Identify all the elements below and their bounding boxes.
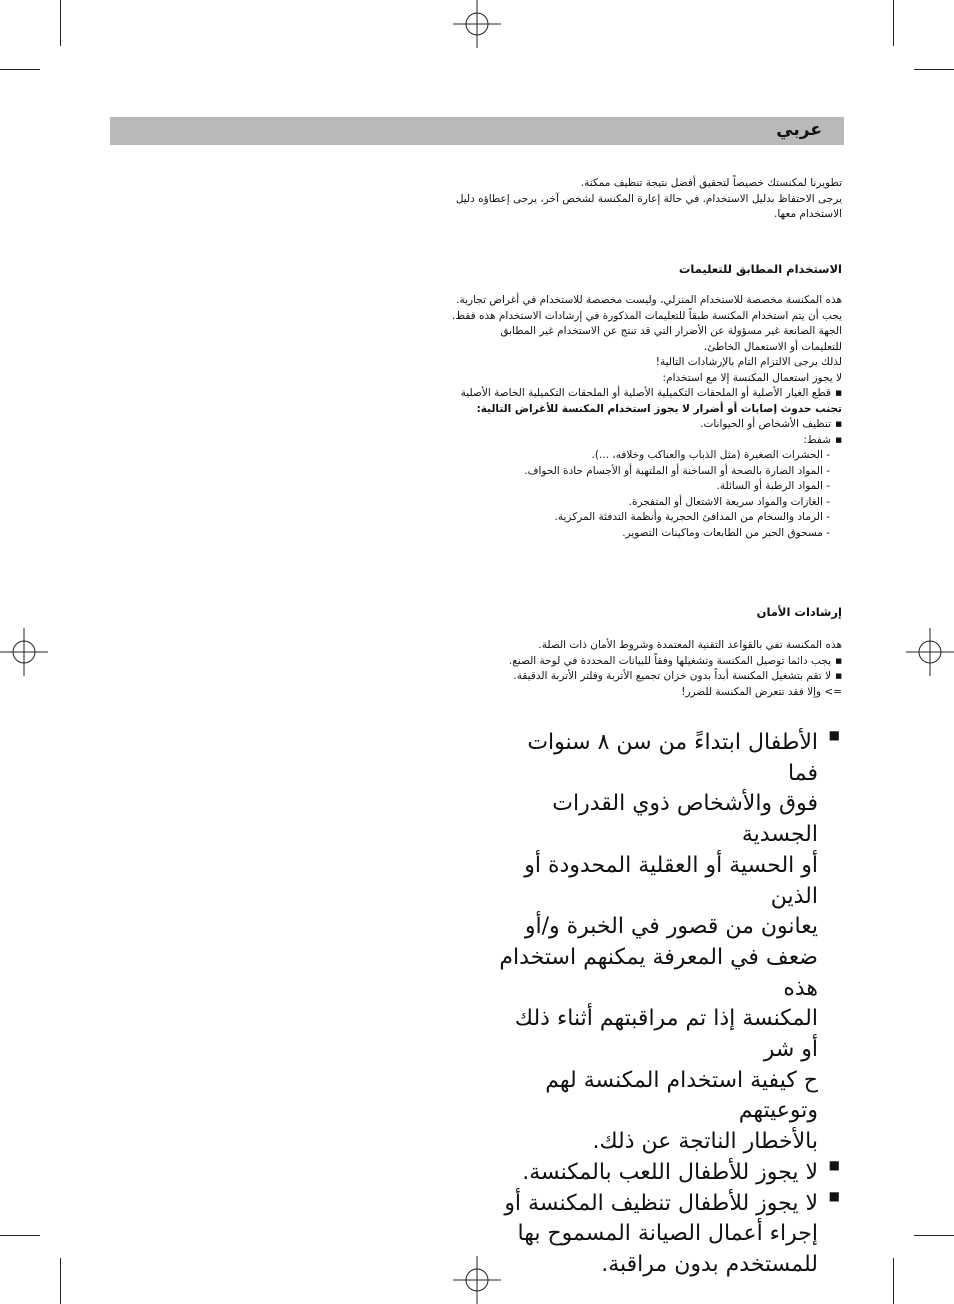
crop-mark: [60, 0, 61, 46]
large-line: فوق والأشخاص ذوي القدرات الجسدية: [552, 791, 818, 848]
body-line: للتعليمات أو الاستعمال الخاطئ.: [703, 340, 842, 353]
large-line: ■ لا يجوز للأطفال تنظيف المكنسة أو: [504, 1190, 818, 1216]
registration-mark-icon: [453, 0, 501, 48]
large-line: يعانون من قصور في الخبرة و/أو: [524, 914, 818, 940]
body-line: لا يجوز استعمال المكنسة إلا مع استخدام:: [662, 371, 842, 384]
bullet-item: ■ تنظيف الأشخاص أو الحيوانات.: [438, 417, 842, 433]
crop-mark: [914, 69, 954, 70]
dash-item: - الغازات والمواد سريعة الاشتعال أو المتفجرة.: [628, 495, 830, 508]
body-line: هذه المكنسة تفي بالقواعد التقنية المعتمدة وشروط الأمان ذات الصلة.: [538, 639, 842, 651]
intro-line: الاستخدام معها.: [774, 208, 842, 220]
children-warning-block: [495, 728, 840, 1281]
intro-line: يرجى الاحتفاظ بدليل الاستخدام. في حالة إعارة المكنسة لشخص آخر، يرجى إعطاؤه دليل: [455, 192, 842, 205]
language-title: عربي: [776, 120, 822, 140]
bullet-item: ■ شفط:: [438, 433, 842, 449]
large-line: ■ الأطفال ابتداءً من سن ٨ سنوات فما: [527, 730, 818, 786]
large-bullet-item: [495, 1158, 840, 1189]
section-heading: إرشادات الأمان: [756, 605, 842, 619]
intro-line: تطويرنا لمكنستك خصيصاً لتحقيق أفضل نتيجة تنظيف ممكنة.: [580, 177, 842, 189]
body-line: هذه المكنسة مخصصة للاستخدام المنزلي، وليست مخصصة للاستخدام في أغراض تجارية.: [456, 294, 842, 306]
crop-mark: [0, 1235, 40, 1236]
crop-mark: [893, 1258, 894, 1304]
dash-item: - الرماد والسخام من المدافئ الحجرية وأنظمة التدفئة المركزية.: [554, 511, 830, 523]
intro-paragraph: [438, 176, 842, 223]
large-line: المكنسة إذا تم مراقبتهم أثناء ذلك أو شر: [514, 1006, 818, 1063]
body-line: => وإلا فقد تتعرض المكنسة للضرر!: [681, 685, 842, 698]
section-heading: الاستخدام المطابق للتعليمات: [678, 262, 842, 276]
bullet-item: ■ يجب دائما توصيل المكنسة وتشغيلها وفقاً للبيانات المحددة في لوحة الصنع.: [438, 654, 842, 670]
dash-item: - الحشرات الصغيرة (مثل الذباب والعناكب وخلافه، ...).: [591, 449, 830, 461]
language-header-bar: [110, 117, 844, 145]
warning-line: تجنب حدوث إصابات أو أضرار لا يجوز استخدام المكنسة للأغراض التالية:: [476, 402, 842, 415]
large-line: بالأخطار الناتجة عن ذلك.: [592, 1129, 818, 1155]
crop-mark: [60, 1258, 61, 1304]
registration-mark-icon: [0, 628, 48, 676]
large-bullet-item: [495, 1189, 840, 1281]
body-line: الجهة الصانعة غير مسؤولة عن الأضرار التي قد تنتج عن الاستخدام غير المطابق: [500, 325, 842, 337]
large-line: ضعف في المعرفة يمكنهم استخدام هذه: [499, 944, 818, 1001]
registration-mark-icon: [453, 1256, 501, 1304]
crop-mark: [914, 1235, 954, 1236]
body-line: يجب أن يتم استخدام المكنسة طبقاً للتعليمات المذكورة في إرشادات الاستخدام هذه فقط.: [452, 309, 842, 322]
registration-mark-icon: [906, 628, 954, 676]
safety-section: [438, 605, 842, 700]
crop-mark: [0, 69, 40, 70]
dash-item: - مسحوق الحبر من الطابعات وماكينات التصوير.: [622, 526, 830, 539]
dash-item: - المواد الرطبة أو السائلة.: [716, 480, 830, 492]
bullet-item: ■ لا تقم بتشغيل المكنسة أبداً بدون خزان تجميع الأتربة وفلتر الأتربة الدقيقة.: [438, 669, 842, 685]
crop-mark: [893, 0, 894, 46]
dash-item: - المواد الضارة بالصحة أو الساخنة أو الملتهبة أو الأجسام حادة الحواف.: [524, 464, 830, 477]
large-line: ■ لا يجوز للأطفال اللعب بالمكنسة.: [522, 1159, 818, 1185]
large-bullet-item: [495, 728, 840, 1158]
large-line: أو الحسية أو العقلية المحدودة أو الذين: [524, 852, 818, 909]
large-line: إجراء أعمال الصيانة المسموح بها: [517, 1221, 818, 1247]
bullet-item: ■ قطع الغيار الأصلية أو الملحقات التكميلية الأصلية أو الملحقات التكميلية الخاصة الأصلية: [438, 386, 842, 402]
body-line: لذلك يرجى الالتزام التام بالإرشادات التالية!: [655, 356, 842, 368]
large-line: ح كيفية استخدام المكنسة لهم وتوعيتهم: [545, 1067, 818, 1124]
intended-use-section: [438, 262, 842, 541]
large-line: للمستخدم بدون مراقبة.: [601, 1251, 818, 1277]
